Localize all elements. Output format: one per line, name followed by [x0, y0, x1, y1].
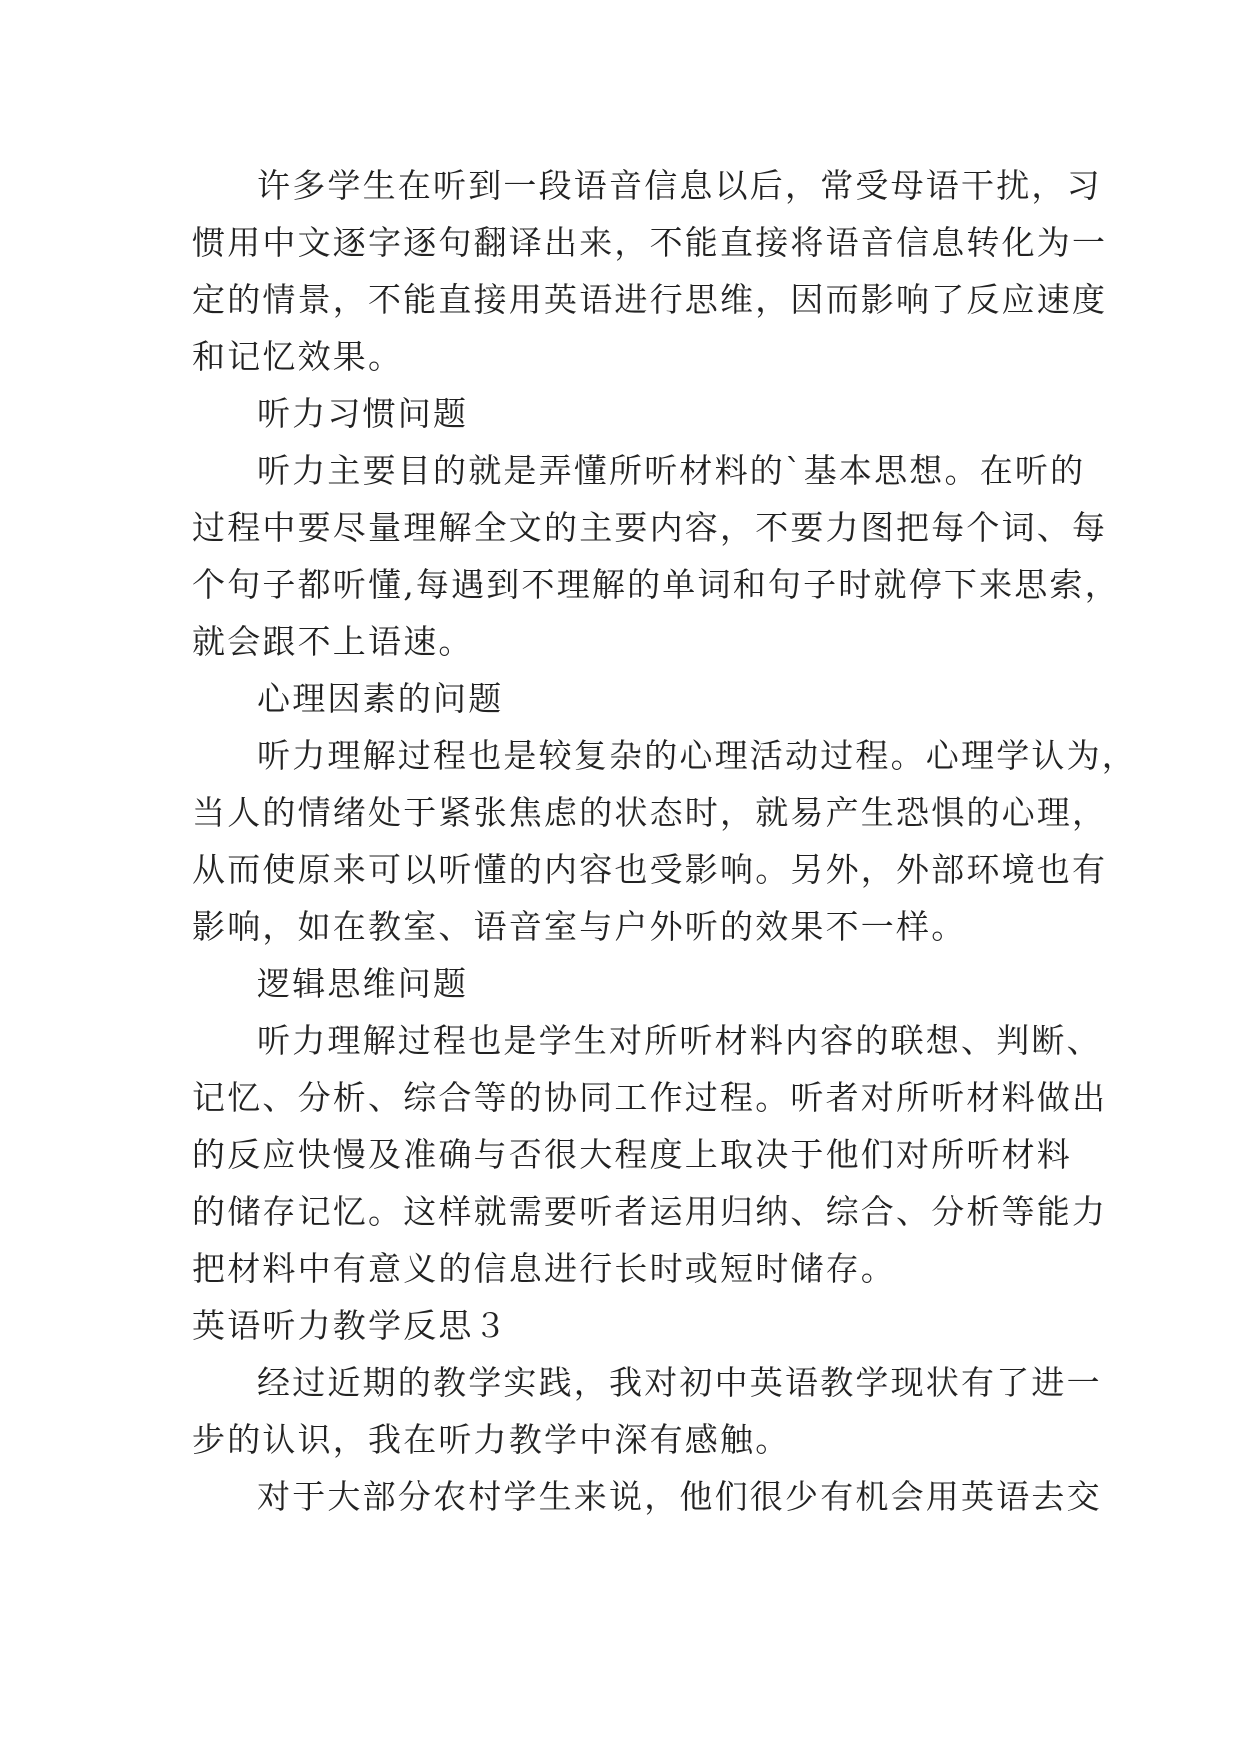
paragraph-line: 听力理解过程也是较复杂的心理活动过程。心理学认为， [257, 736, 1137, 775]
paragraph-line: 影响，如在教室、语音室与户外听的效果不一样。 [192, 907, 967, 946]
paragraph-line: 和记忆效果。 [192, 337, 404, 376]
paragraph-line: 的反应快慢及准确与否很大程度上取决于他们对所听材料 [192, 1135, 1072, 1174]
paragraph-line: 步的认识，我在听力教学中深有感触。 [192, 1420, 791, 1459]
paragraph-line: 个句子都听懂,每遇到不理解的单词和句子时就停下来思索， [192, 565, 1120, 604]
paragraph-line: 对于大部分农村学生来说，他们很少有机会用英语去交 [257, 1477, 1102, 1516]
section-heading: 听力习惯问题 [257, 394, 469, 433]
paragraph-line: 许多学生在听到一段语音信息以后，常受母语干扰，习 [257, 166, 1102, 205]
section-heading: 逻辑思维问题 [257, 964, 469, 1003]
paragraph-line: 把材料中有意义的信息进行长时或短时储存。 [192, 1249, 896, 1288]
paragraph-line: 经过近期的教学实践，我对初中英语教学现状有了进一 [257, 1363, 1102, 1402]
paragraph-line: 记忆、分析、综合等的协同工作过程。听者对所听材料做出 [192, 1078, 1108, 1117]
paragraph-line: 惯用中文逐字逐句翻译出来，不能直接将语音信息转化为一 [192, 223, 1108, 262]
paragraph-line: 定的情景，不能直接用英语进行思维，因而影响了反应速度 [192, 280, 1108, 319]
paragraph-line: 过程中要尽量理解全文的主要内容，不要力图把每个词、每 [192, 508, 1108, 547]
paragraph-line: 就会跟不上语速。 [192, 622, 474, 661]
section-heading: 心理因素的问题 [257, 679, 504, 718]
article-title: 英语听力教学反思３ [192, 1306, 509, 1345]
paragraph-line: 听力主要目的就是弄懂所听材料的`基本思想。在听的 [257, 451, 1086, 490]
paragraph-line: 听力理解过程也是学生对所听材料内容的联想、判断、 [257, 1021, 1102, 1060]
paragraph-line: 当人的情绪处于紧张焦虑的状态时，就易产生恐惧的心理， [192, 793, 1108, 832]
paragraph-line: 从而使原来可以听懂的内容也受影响。另外，外部环境也有 [192, 850, 1108, 889]
paragraph-line: 的储存记忆。这样就需要听者运用归纳、综合、分析等能力 [192, 1192, 1108, 1231]
